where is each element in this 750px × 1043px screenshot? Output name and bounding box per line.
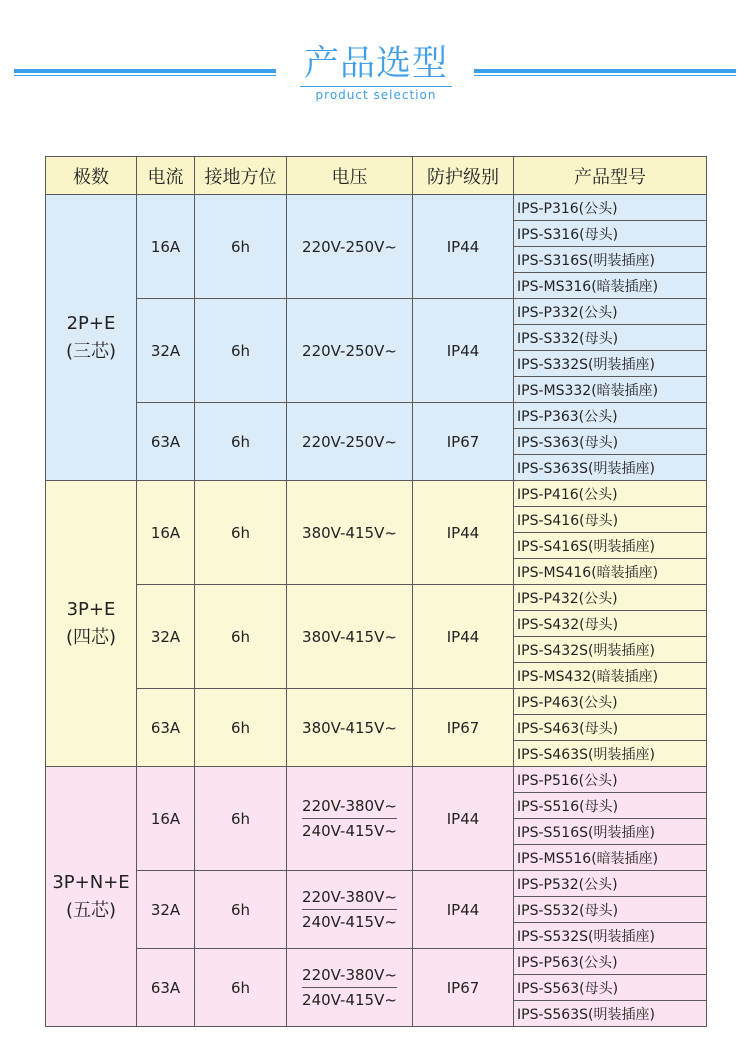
poles-label: 3P+N+E xyxy=(52,871,130,893)
column-header-ground-position: 接地方位 xyxy=(195,157,287,195)
table-row xyxy=(46,299,707,325)
protection-cell: IP44 xyxy=(413,195,514,299)
voltage-value: 380V-415V~ xyxy=(302,718,397,737)
poles-label: 3P+E xyxy=(66,598,116,620)
model-cell: IPS-P332(公头) xyxy=(514,299,707,325)
ground-position-cell: 6h xyxy=(195,871,287,949)
voltage-value: 220V-250V~ xyxy=(302,237,397,256)
protection-cell: IP67 xyxy=(413,689,514,767)
column-header-current: 电流 xyxy=(137,157,195,195)
voltage-cell xyxy=(287,195,413,299)
ground-position-cell: 6h xyxy=(195,195,287,299)
column-header-voltage: 电压 xyxy=(287,157,413,195)
voltage-cell xyxy=(287,585,413,689)
voltage-cell xyxy=(287,949,413,1027)
model-cell: IPS-S516S(明装插座) xyxy=(514,819,707,845)
model-cell: IPS-P463(公头) xyxy=(514,689,707,715)
voltage-value: 240V-415V~ xyxy=(302,991,397,1009)
voltage-value: 380V-415V~ xyxy=(302,523,397,542)
poles-cell xyxy=(46,481,137,767)
model-cell: IPS-S563S(明装插座) xyxy=(514,1001,707,1027)
current-cell: 16A xyxy=(137,481,195,585)
voltage-value: 220V-380V~ xyxy=(302,885,397,910)
model-cell: IPS-P432(公头) xyxy=(514,585,707,611)
cores-label: (五芯) xyxy=(65,899,117,921)
voltage-value: 240V-415V~ xyxy=(302,913,397,931)
table-row xyxy=(46,871,707,897)
voltage-value: 380V-415V~ xyxy=(302,627,397,646)
header-divider-left xyxy=(14,69,276,75)
current-cell: 32A xyxy=(137,299,195,403)
voltage-cell xyxy=(287,481,413,585)
poles-cell xyxy=(46,195,137,481)
voltage-cell xyxy=(287,689,413,767)
ground-position-cell: 6h xyxy=(195,949,287,1027)
model-cell: IPS-S432S(明装插座) xyxy=(514,637,707,663)
voltage-cell xyxy=(287,767,413,871)
poles-label: 2P+E xyxy=(66,312,116,334)
protection-cell: IP44 xyxy=(413,585,514,689)
model-cell: IPS-MS416(暗装插座) xyxy=(514,559,707,585)
model-cell: IPS-S516(母头) xyxy=(514,793,707,819)
model-cell: IPS-S416S(明装插座) xyxy=(514,533,707,559)
product-selection-table xyxy=(45,156,707,1027)
protection-cell: IP44 xyxy=(413,871,514,949)
protection-cell: IP67 xyxy=(413,949,514,1027)
page-title: 产品选型 xyxy=(303,44,448,84)
voltage-value: 220V-380V~ xyxy=(302,794,397,819)
voltage-cell xyxy=(287,403,413,481)
table-row xyxy=(46,767,707,793)
model-cell: IPS-P532(公头) xyxy=(514,871,707,897)
voltage-value: 220V-380V~ xyxy=(302,963,397,988)
voltage-value: 220V-250V~ xyxy=(302,432,397,451)
protection-cell: IP44 xyxy=(413,481,514,585)
table-row xyxy=(46,195,707,221)
header-divider-right xyxy=(474,69,736,75)
table-row xyxy=(46,585,707,611)
protection-cell: IP44 xyxy=(413,767,514,871)
current-cell: 32A xyxy=(137,871,195,949)
model-cell: IPS-MS432(暗装插座) xyxy=(514,663,707,689)
ground-position-cell: 6h xyxy=(195,767,287,871)
voltage-value: 240V-415V~ xyxy=(302,822,397,840)
title-underline xyxy=(300,86,452,87)
model-cell: IPS-MS316(暗装插座) xyxy=(514,273,707,299)
model-cell: IPS-S432(母头) xyxy=(514,611,707,637)
table-row xyxy=(46,949,707,975)
poles-cell xyxy=(46,767,137,1027)
model-cell: IPS-S463S(明装插座) xyxy=(514,741,707,767)
voltage-cell xyxy=(287,299,413,403)
table-row xyxy=(46,689,707,715)
ground-position-cell: 6h xyxy=(195,299,287,403)
ground-position-cell: 6h xyxy=(195,403,287,481)
model-cell: IPS-MS516(暗装插座) xyxy=(514,845,707,871)
model-cell: IPS-S532S(明装插座) xyxy=(514,923,707,949)
current-cell: 63A xyxy=(137,403,195,481)
model-cell: IPS-P316(公头) xyxy=(514,195,707,221)
voltage-value: 220V-250V~ xyxy=(302,341,397,360)
protection-cell: IP44 xyxy=(413,299,514,403)
model-cell: IPS-P416(公头) xyxy=(514,481,707,507)
table-header-row xyxy=(46,157,707,195)
current-cell: 16A xyxy=(137,195,195,299)
page-subtitle: product selection xyxy=(315,88,437,102)
model-cell: IPS-S463(母头) xyxy=(514,715,707,741)
protection-cell: IP67 xyxy=(413,403,514,481)
ground-position-cell: 6h xyxy=(195,689,287,767)
ground-position-cell: 6h xyxy=(195,481,287,585)
model-cell: IPS-S363(母头) xyxy=(514,429,707,455)
model-cell: IPS-P563(公头) xyxy=(514,949,707,975)
model-cell: IPS-S532(母头) xyxy=(514,897,707,923)
model-cell: IPS-S316S(明装插座) xyxy=(514,247,707,273)
ground-position-cell: 6h xyxy=(195,585,287,689)
model-cell: IPS-S563(母头) xyxy=(514,975,707,1001)
current-cell: 32A xyxy=(137,585,195,689)
model-cell: IPS-S332S(明装插座) xyxy=(514,351,707,377)
current-cell: 63A xyxy=(137,689,195,767)
model-cell: IPS-S363S(明装插座) xyxy=(514,455,707,481)
current-cell: 63A xyxy=(137,949,195,1027)
cores-label: (三芯) xyxy=(65,340,117,362)
table-row xyxy=(46,481,707,507)
cores-label: (四芯) xyxy=(65,626,117,648)
column-header-model: 产品型号 xyxy=(514,157,707,195)
voltage-cell xyxy=(287,871,413,949)
column-header-protection: 防护级别 xyxy=(413,157,514,195)
model-cell: IPS-MS332(暗装插座) xyxy=(514,377,707,403)
model-cell: IPS-P363(公头) xyxy=(514,403,707,429)
current-cell: 16A xyxy=(137,767,195,871)
model-cell: IPS-S332(母头) xyxy=(514,325,707,351)
model-cell: IPS-S316(母头) xyxy=(514,221,707,247)
model-cell: IPS-P516(公头) xyxy=(514,767,707,793)
table-row xyxy=(46,403,707,429)
column-header-poles: 极数 xyxy=(46,157,137,195)
model-cell: IPS-S416(母头) xyxy=(514,507,707,533)
